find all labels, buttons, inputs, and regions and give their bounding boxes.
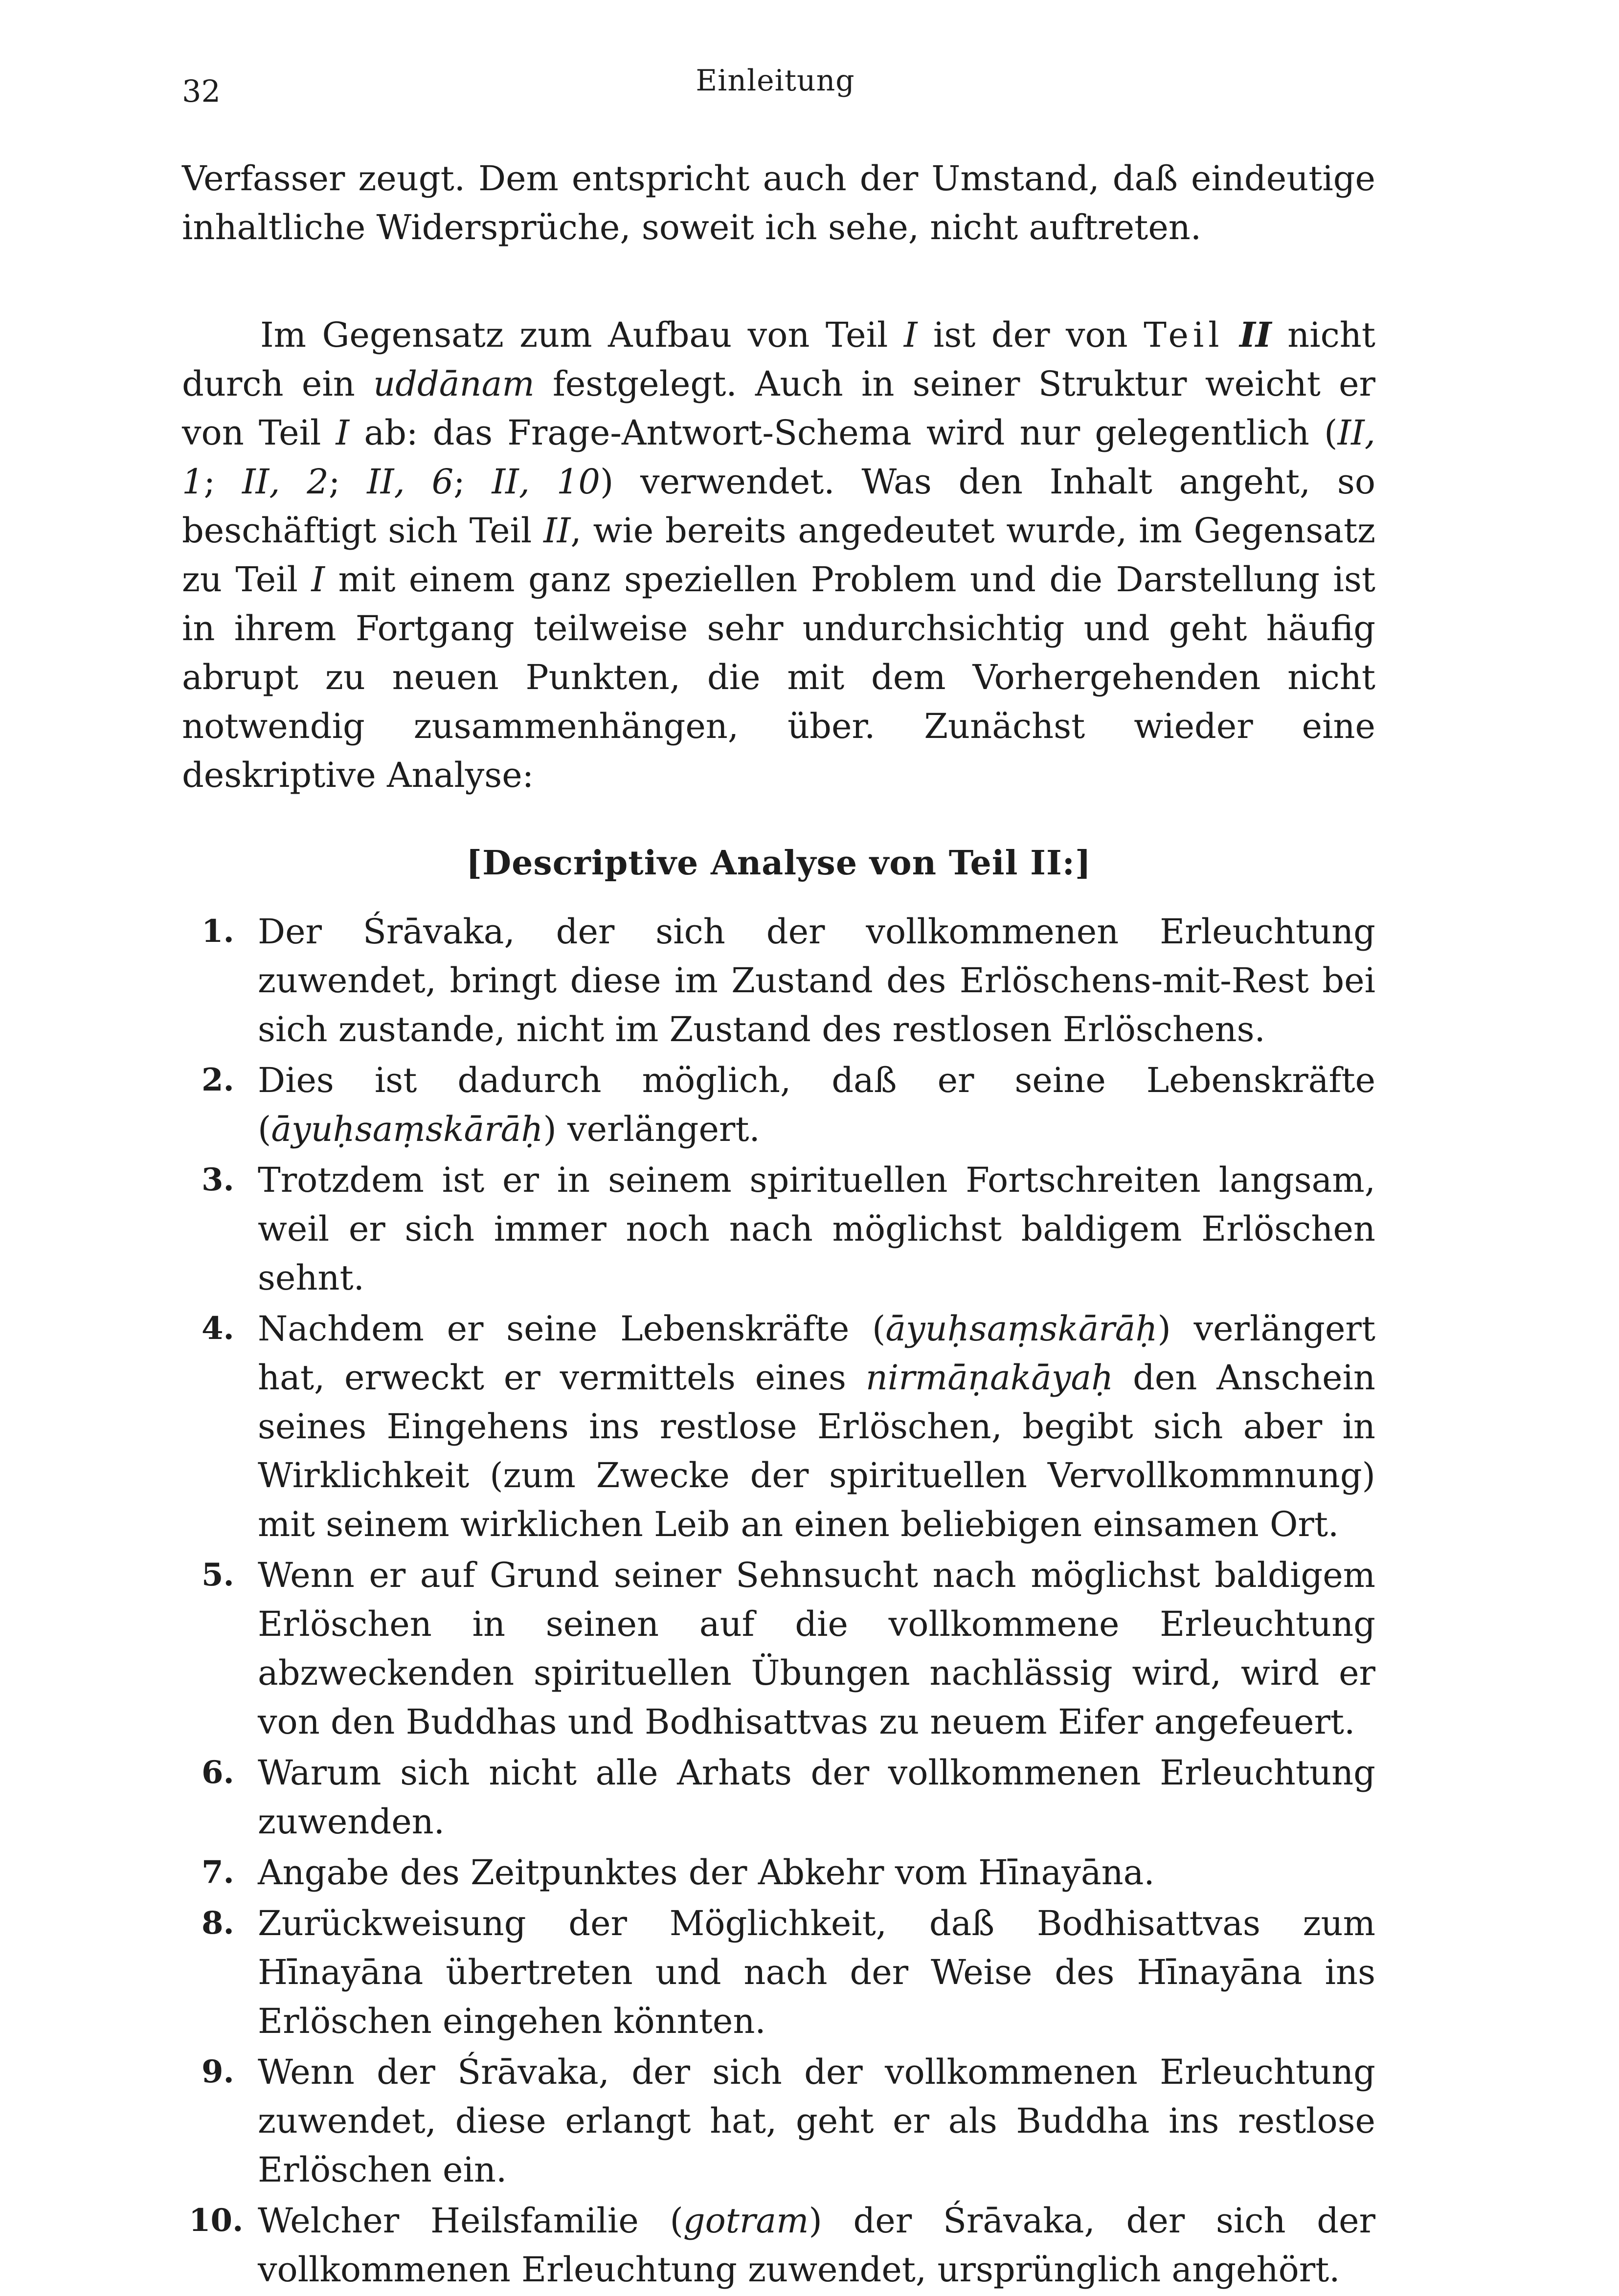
- italic-run: uddānam: [373, 364, 535, 404]
- text-run: ab: das Frage-Antwort-Schema wird nur gelegentlich (: [349, 413, 1338, 453]
- list-item: [182, 1056, 1375, 1154]
- running-title: Einleitung: [696, 64, 855, 98]
- list-item-text: ) verlängert.: [543, 1109, 760, 1149]
- list-item: [182, 2048, 1375, 2194]
- italic-run: I: [311, 559, 325, 600]
- list-item-text: Trotzdem ist er in seinem spirituellen Fortschreiten langsam, weil er sich immer noch nach möglichst baldigem Erlöschen sehnt.: [258, 1160, 1375, 1298]
- list-item-number: 8.: [202, 1905, 234, 1941]
- list-item-text: den Anschein seines Eingehens ins restlose Erlöschen, begibt sich aber in Wirklichkeit (zum Zwecke der spirituellen Vervollkommnung) mit seinem wirklichen Leib an einen beliebigen einsamen Ort.: [258, 1358, 1376, 1544]
- list-item-text: Wenn er auf Grund seiner Sehnsucht nach möglichst baldigem Erlöschen in seinen auf die vollkommene Erleuchtung abzweckenden spirituellen Übungen nachlässig wird, wird er von den Buddhas und Bodhisattvas zu neuem Eifer angefeuert.: [258, 1555, 1375, 1742]
- list-item: [182, 1848, 1375, 1897]
- list-item: [182, 1156, 1375, 1302]
- text-run: mit einem ganz speziellen Problem und die Darstellung ist in ihrem Fortgang teilweise sehr undurchsichtig und geht häufig abrupt zu neuen Punkten, die mit dem Vorhergehenden nicht notwendig zusammenhängen, über. Zunächst wieder eine deskriptive Analyse:: [182, 559, 1375, 795]
- list-item: [182, 1899, 1375, 2046]
- body-text: [182, 154, 1375, 2296]
- italic-run: āyuḥsaṃskārāḥ: [885, 1309, 1158, 1349]
- section-heading: [Descriptive Analyse von Teil II:]: [466, 844, 1092, 883]
- italic-run: I: [336, 413, 350, 453]
- list-item-number: 1.: [202, 913, 234, 950]
- analysis-list: [182, 907, 1375, 2294]
- text-run: ;: [203, 462, 242, 502]
- text-run: , wie bereits angedeutet wurde, im Gegensatz zu Teil: [182, 511, 1375, 600]
- list-item-number: 6.: [202, 1754, 234, 1791]
- list-item-text: Nachdem er seine Lebenskräfte (: [258, 1309, 886, 1349]
- italic-run: II, 6: [367, 462, 454, 502]
- text-run: ;: [453, 462, 492, 502]
- list-item: [182, 1748, 1375, 1846]
- page-number: 32: [182, 73, 221, 109]
- list-item-text: ) verlängert hat, erweckt er vermittels eines: [258, 1309, 1376, 1398]
- list-item-number: 9.: [202, 2053, 234, 2090]
- paragraph-1: Verfasser zeugt. Dem entspricht auch der Umstand, daß eindeutige inhaltliche Widersprüche, soweit ich sehe, nicht auftreten.: [182, 158, 1375, 247]
- list-item-text: Welcher Heilsfamilie (: [258, 2201, 683, 2241]
- text-run: Im Gegensatz zum Aufbau von Teil: [260, 315, 904, 355]
- list-item: [182, 2196, 1375, 2294]
- italic-run: II, 2: [242, 462, 329, 502]
- italic-run: nirmāṇakāyaḥ: [865, 1358, 1114, 1398]
- italic-run: II: [1239, 314, 1272, 355]
- list-item-text: Warum sich nicht alle Arhats der vollkommenen Erleuchtung zuwenden.: [258, 1753, 1375, 1842]
- list-item-number: 2.: [202, 1062, 234, 1098]
- italic-run: II, 1: [182, 413, 1376, 502]
- italic-run: I: [903, 315, 918, 355]
- list-item-number: 10.: [189, 2202, 244, 2239]
- list-item-number: 5.: [202, 1557, 234, 1593]
- list-item-number: 4.: [202, 1310, 234, 1347]
- list-item-text: Wenn der Śrāvaka, der sich der vollkommenen Erleuchtung zuwendet, diese erlangt hat, geht er als Buddha ins restlose Erlöschen ein.: [258, 2052, 1375, 2190]
- italic-run: II: [543, 511, 571, 551]
- italic-run: II, 10: [492, 462, 600, 502]
- list-item-text: Zurückweisung der Möglichkeit, daß Bodhisattvas zum Hīnayāna übertreten und nach der Weise des Hīnayāna ins Erlöschen eingehen könnten.: [258, 1903, 1375, 2041]
- spaced-run: Teil: [1144, 315, 1224, 355]
- list-item-number: 3.: [202, 1161, 234, 1198]
- list-item: [182, 1551, 1375, 1746]
- list-item-text: Dies ist dadurch möglich, daß er seine Lebenskräfte (: [258, 1060, 1375, 1149]
- italic-run: āyuḥsaṃskārāḥ: [271, 1109, 543, 1149]
- list-item-text: Angabe des Zeitpunktes der Abkehr vom Hīnayāna.: [258, 1852, 1155, 1893]
- list-item: [182, 1304, 1375, 1549]
- list-item-text: Der Śrāvaka, der sich der vollkommenen Erleuchtung zuwendet, bringt diese im Zustand des Erlöschens-mit-Rest bei sich zustande, nicht im Zustand des restlosen Erlöschens.: [258, 912, 1375, 1049]
- italic-run: gotram: [683, 2201, 809, 2241]
- list-item-number: 7.: [202, 1854, 234, 1891]
- list-item: [182, 907, 1375, 1054]
- text-run: ist der von: [917, 315, 1144, 355]
- text-run: ) verwendet. Was den Inhalt angeht, so beschäftigt sich Teil: [182, 462, 1375, 551]
- text-run: ;: [328, 462, 367, 502]
- paragraph-2: [182, 311, 1375, 800]
- text-run: nicht durch ein: [182, 315, 1375, 404]
- running-head: [176, 64, 1374, 117]
- list-item-text: ) der Śrāvaka, der sich der vollkommenen Erleuchtung zuwendet, ursprünglich angehört.: [258, 2201, 1375, 2290]
- text-run: festgelegt. Auch in seiner Struktur weicht er von Teil: [182, 364, 1375, 453]
